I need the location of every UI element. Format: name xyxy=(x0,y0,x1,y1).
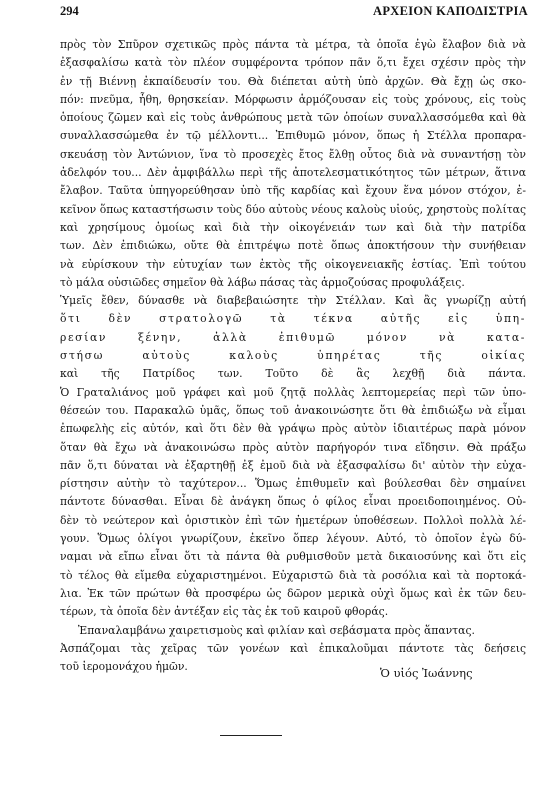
text-line-spaced: στήσω αὐτοὺς καλοὺς ὑπηρέτας τῆς οἰκίας xyxy=(60,349,526,363)
running-title: ΑΡΧΕΙΟΝ ΚΑΠΟΔΙΣΤΡΙΑ xyxy=(373,4,528,18)
text-line: νὰ εὑρίσκουν τὴν εὐτυχίαν των ἐκτὸς τῆς οἰκογενειακῆς ἑστίας. Ἐπὶ τούτου xyxy=(60,257,526,271)
text-line: κεῖνον ὅπως καταστήσωσιν τοὺς δύο αὐτοὺς νέους καλοὺς υἱούς, χρηστοὺς πολίτας xyxy=(60,202,526,216)
text-line: Ὑμεῖς ἔθεν, δύνασθε νὰ διαβεβαιώσητε τὴν Στέλλαν. Καὶ ἂς γνωρίζῃ αὐτή xyxy=(60,294,526,308)
text-line-spaced: ρεσίαν ξένην, ἀλλὰ ἐπιθυμῶ μόνον νὰ κατα- xyxy=(60,330,526,344)
text-line: ρίστησιν αὐτὴν τὸ ταχύτερον... Ὅμως ἐπιθυμεῖν καὶ βούλεσθαι δὲν σημαίνει xyxy=(60,477,526,491)
text-line: Ὁ Γραταλιάνος μοῦ γράφει καὶ μοῦ ζητᾷ πολλὰς λεπτομερείας περὶ τῶν ὑπο- xyxy=(60,385,526,399)
text-line-spaced: ὅτι δὲν στρατολογῶ τὰ τέκνα αὐτῆς εἰς ὑπη- xyxy=(60,312,526,326)
signature: Ὁ υἱός Ἰωάννης xyxy=(380,666,473,680)
text-line: καὶ τῆς Πατρίδος των. Τοῦτο δὲ ἂς λεχθῇ διὰ πάντα. xyxy=(60,367,526,381)
text-line: τοῦ ἱερομονάχου ἡμῶν. xyxy=(60,660,188,674)
text-line: ναμαι νὰ εἴπω εἶναι ὅτι τὰ πάντα θὰ ρυθμισθοῦν μετὰ δικαιοσύνης καὶ ὅτι εἰς xyxy=(60,550,526,564)
text-line: τὸ μάλα οὐσιῶδες σημεῖον θὰ λάβω πάσας τὰς ἁρμοζούσας προφυλάξεις. xyxy=(60,275,465,289)
text-line: σκευάσῃ τὸν Ἀντώνιον, ἵνα τὸ προσεχὲς ἔτος ἔλθῃ οὗτος διὰ νὰ συναντήσῃ τὸν xyxy=(60,147,526,161)
text-line: Ἀσπάζομαι τὰς χεῖρας τῶν γονέων καὶ ἐπικαλοῦμαι πάντοτε τὰς δεήσεις xyxy=(60,641,526,655)
text-line: ὁποίους ζῶμεν καὶ εἰς τοὺς ἀνθρώπους μετὰ τῶν ὁποίων συναλλασσόμεθα καὶ θὰ xyxy=(60,111,526,125)
text-line: θέσεών του. Παρακαλῶ ὑμᾶς, ὅπως τοῦ ἀνακοινώσητε ὅτι θὰ ἐπιδιώξω νὰ εἶμαι xyxy=(60,403,526,417)
text-line: πᾶν ὅ,τι δύναται νὰ ἐξαρτηθῇ ἐξ ἐμοῦ διὰ νὰ ἐξασφαλίσω δι' αὐτὸν τὴν εὐχα- xyxy=(60,458,526,472)
text-line: δὲν τὸ νεώτερον καὶ ὁριστικὸν ἐπὶ τῶν ἡμετέρων ὑποθέσεων. Πολλοὶ πολλὰ λέ- xyxy=(60,513,526,527)
letter-body xyxy=(60,36,526,676)
page-header xyxy=(60,4,528,24)
text-line: ἐν τῇ Βιέννῃ ἐκπαίδευσίν του. Θὰ διέπεται αὐτὴ ὑπὸ ἀρχῶν. Θὰ ἔχῃ ὡς σκο- xyxy=(60,74,526,88)
text-line: πόν: πνεῦμα, ἦθη, θρησκείαν. Μόρφωσιν ἁρμόζουσαν εἰς τοὺς χρόνους, εἰς τοὺς xyxy=(60,92,526,106)
text-line: ἐξασφαλίσω κατὰ τὸν πλέον συμφέροντα τρόπον πᾶν ὅ,τι ἔχει σχέσιν πρὸς τὴν xyxy=(60,56,526,70)
text-line: ἐπωφελὴς εἰς αὐτόν, καὶ ὅτι δὲν θὰ γράψω πρὸς αὐτὸν ἰδιαιτέρως παρὰ μόνον xyxy=(60,422,526,436)
text-line: Ἐπαναλαμβάνω χαιρετισμοὺς καὶ φιλίαν καὶ σεβάσματα πρὸς ἅπαντας. xyxy=(78,623,475,637)
text-line: τὸ τέλος θὰ εἴμεθα εὐχαριστημένοι. Εὐχαριστῶ διὰ τὰ ροσόλια καὶ τὰ πορτοκά- xyxy=(60,568,526,582)
text-line: πάντοτε δύνασθαι. Εἶναι δὲ ἀνάγκη ὅπως ὁ φίλος εἶναι προειδοποιημένος. Οὐ- xyxy=(60,495,526,509)
text-line: γουν. Ὅμως ὀλίγοι γνωρίζουν, ἐκεῖνο ὅπερ λέγουν. Αὐτό, τὸ ὁποῖον ἐγὼ δύ- xyxy=(60,532,526,546)
text-line: των. Δὲν ἐπιδιώκω, οὔτε θὰ ἐπιτρέψω ποτὲ ὅπως ἀποκτήσουν τὴν συνήθειαν xyxy=(60,239,526,253)
text-line: πρὸς τὸν Σπῦρον σχετικῶς πρὸς πάντα τὰ μέτρα, τὰ ὁποῖα ἐγὼ ἔλαβον διὰ νὰ xyxy=(60,38,526,51)
text-line: λια. Ἐκ τῶν πρώτων θὰ προσφέρω ὡς δῶρον μερικὰ οὐχὶ ὅμως καὶ ἐκ τῶν δευ- xyxy=(60,586,526,600)
page-number: 294 xyxy=(60,4,79,18)
text-line: καὶ χρησίμους ὁμοίως καὶ διὰ τὴν οἰκογένειάν των καὶ διὰ τὴν πατρίδα xyxy=(60,220,526,234)
text-line: ὅταν θὰ ἔχω νὰ ἀνακοινώσω πρὸς αὐτὸν παρήγορόν τινα εἴδησιν. Θὰ πράξω xyxy=(60,440,526,454)
text-line: ἀδελφόν του... Δὲν ἀμφιβάλλω περὶ τῆς ἀποτελεσματικότητος τῶν μέτρων, ἅτινα xyxy=(60,166,526,180)
text-line: συναλλασσώμεθα ἐν τῷ μέλλοντι... Ἐπιθυμῶ μόνον, ὅπως ἡ Στέλλα προπαρα- xyxy=(60,129,526,143)
text-line: ἔλαβον. Ταῦτα ὑπηγορεύθησαν ὑπὸ τῆς καρδίας καὶ ἔχουν ἕνα μόνον στόχον, ἐ- xyxy=(60,184,526,198)
footnote-divider xyxy=(220,735,282,736)
text-line: τέρων, τὰ ὁποῖα δὲν ἀντέξαν εἰς τὰς ἐκ τοῦ καιροῦ φθοράς. xyxy=(60,605,389,619)
